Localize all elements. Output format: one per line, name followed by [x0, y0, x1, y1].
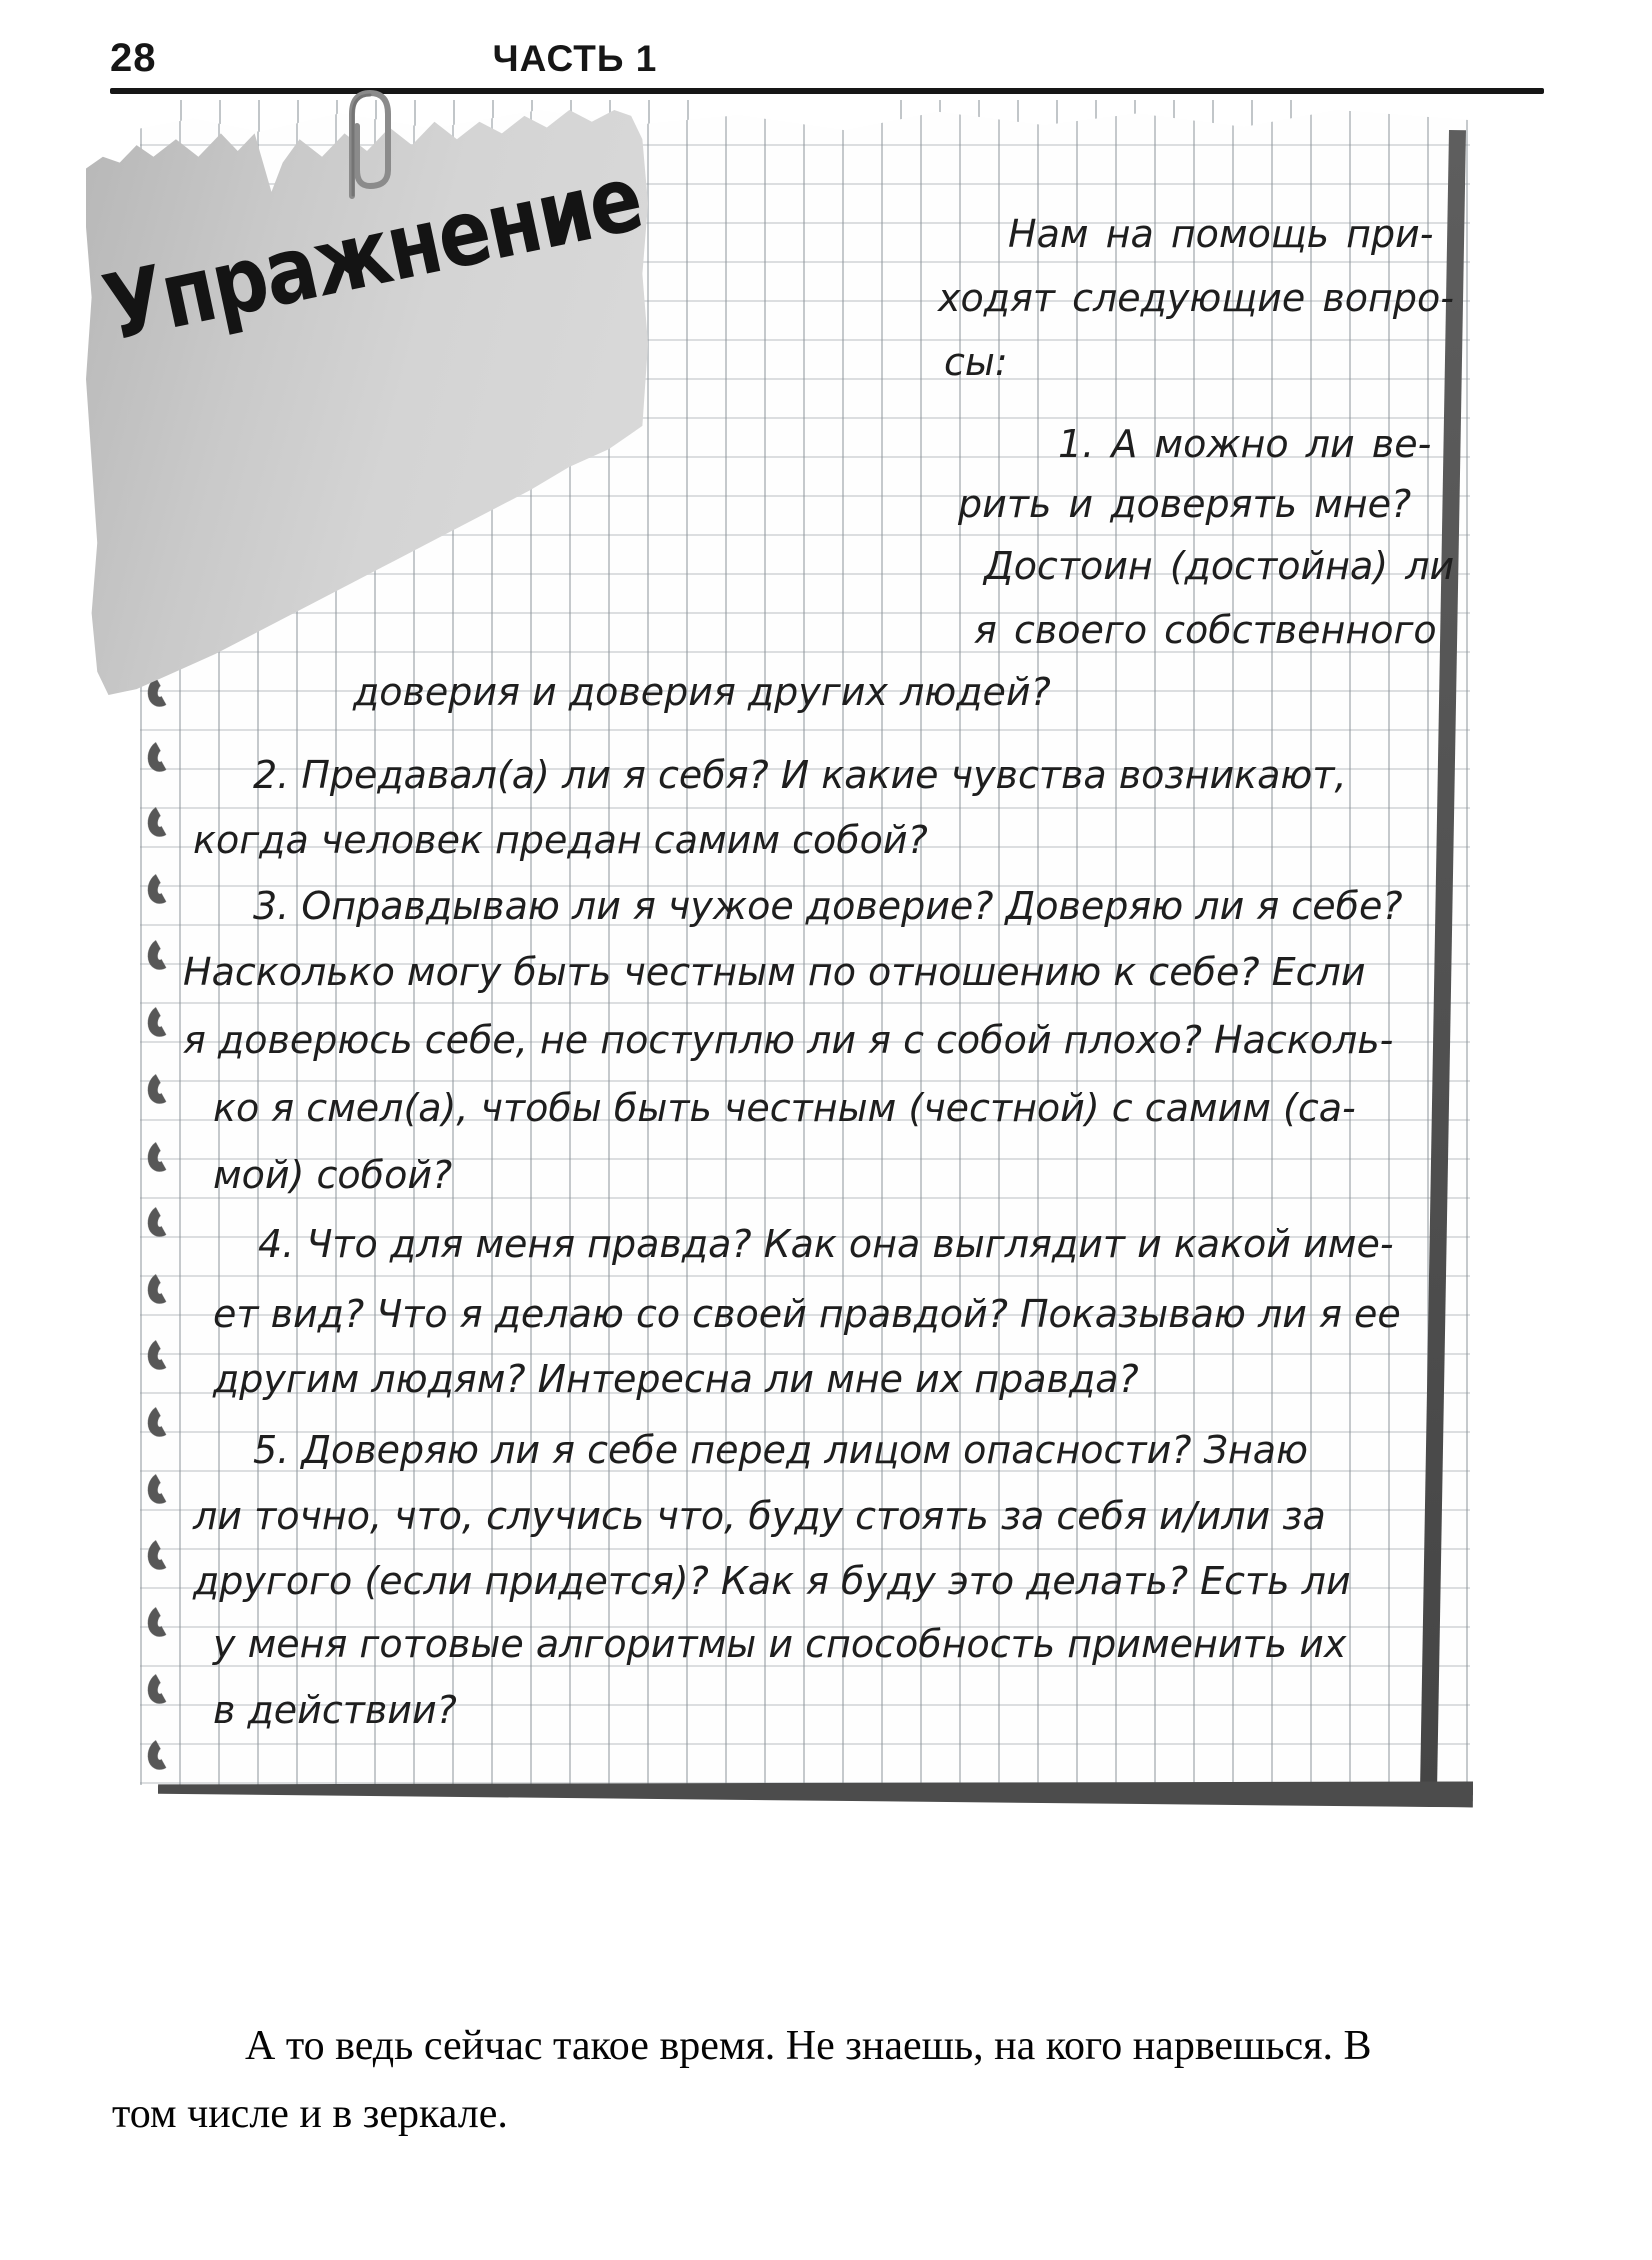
text-line: рить и доверять мне?: [958, 482, 1412, 526]
text-line: 2. Предавал(а) ли я себя? И какие чувства возникают,: [253, 753, 1347, 797]
text-line: я своего собственного: [974, 608, 1437, 652]
part-title: ЧАСТЬ 1: [492, 38, 658, 79]
text-line: 4. Что для меня правда? Как она выглядит и какой име-: [258, 1222, 1394, 1266]
footer-line: А то ведь сейчас такое время. Не знаешь, на кого нарвешься. В: [245, 2023, 1372, 2069]
paperclip-icon: [338, 80, 400, 204]
text-line: ко я смел(а), чтобы быть честным (честной) с самим (са-: [213, 1086, 1356, 1130]
text-line: доверия и доверия других людей?: [353, 670, 1051, 714]
text-line: в действии?: [213, 1688, 457, 1732]
text-line: у меня готовые алгоритмы и способность применить их: [213, 1622, 1347, 1666]
note-title: Упражнение: [95, 144, 650, 362]
footer-paragraph: [112, 2012, 1550, 2148]
text-line: 5. Доверяю ли я себе перед лицом опасности? Знаю: [253, 1428, 1309, 1472]
text-line: Нам на помощь при-: [1008, 212, 1434, 256]
text-line: 1. А можно ли ве-: [1058, 422, 1432, 466]
text-line: сы:: [944, 340, 1008, 384]
text-line: другим людям? Интересна ли мне их правда?: [213, 1357, 1139, 1401]
header-rule: [110, 88, 1544, 94]
footer-line: том числе и в зеркале.: [112, 2091, 508, 2137]
text-line: я доверюсь себе, не поступлю ли я с собой плохо? Насколь-: [183, 1018, 1394, 1062]
text-line: ходят следующие вопро-: [938, 276, 1454, 320]
text-line: ет вид? Что я делаю со своей правдой? Показываю ли я ее: [213, 1292, 1401, 1336]
page-number: 28: [110, 36, 157, 80]
text-line: ли точно, что, случись что, буду стоять за себя и/или за: [193, 1494, 1326, 1538]
text-line: 3. Оправдываю ли я чужое доверие? Доверяю ли я себе?: [253, 884, 1403, 928]
text-line: другого (если придется)? Как я буду это делать? Есть ли: [193, 1559, 1351, 1603]
text-line: Достоин (достойна) ли: [984, 544, 1455, 588]
text-line: Насколько могу быть честным по отношению к себе? Если: [183, 950, 1366, 994]
text-line: когда человек предан самим собой?: [193, 818, 928, 862]
text-line: мой) собой?: [213, 1153, 453, 1197]
